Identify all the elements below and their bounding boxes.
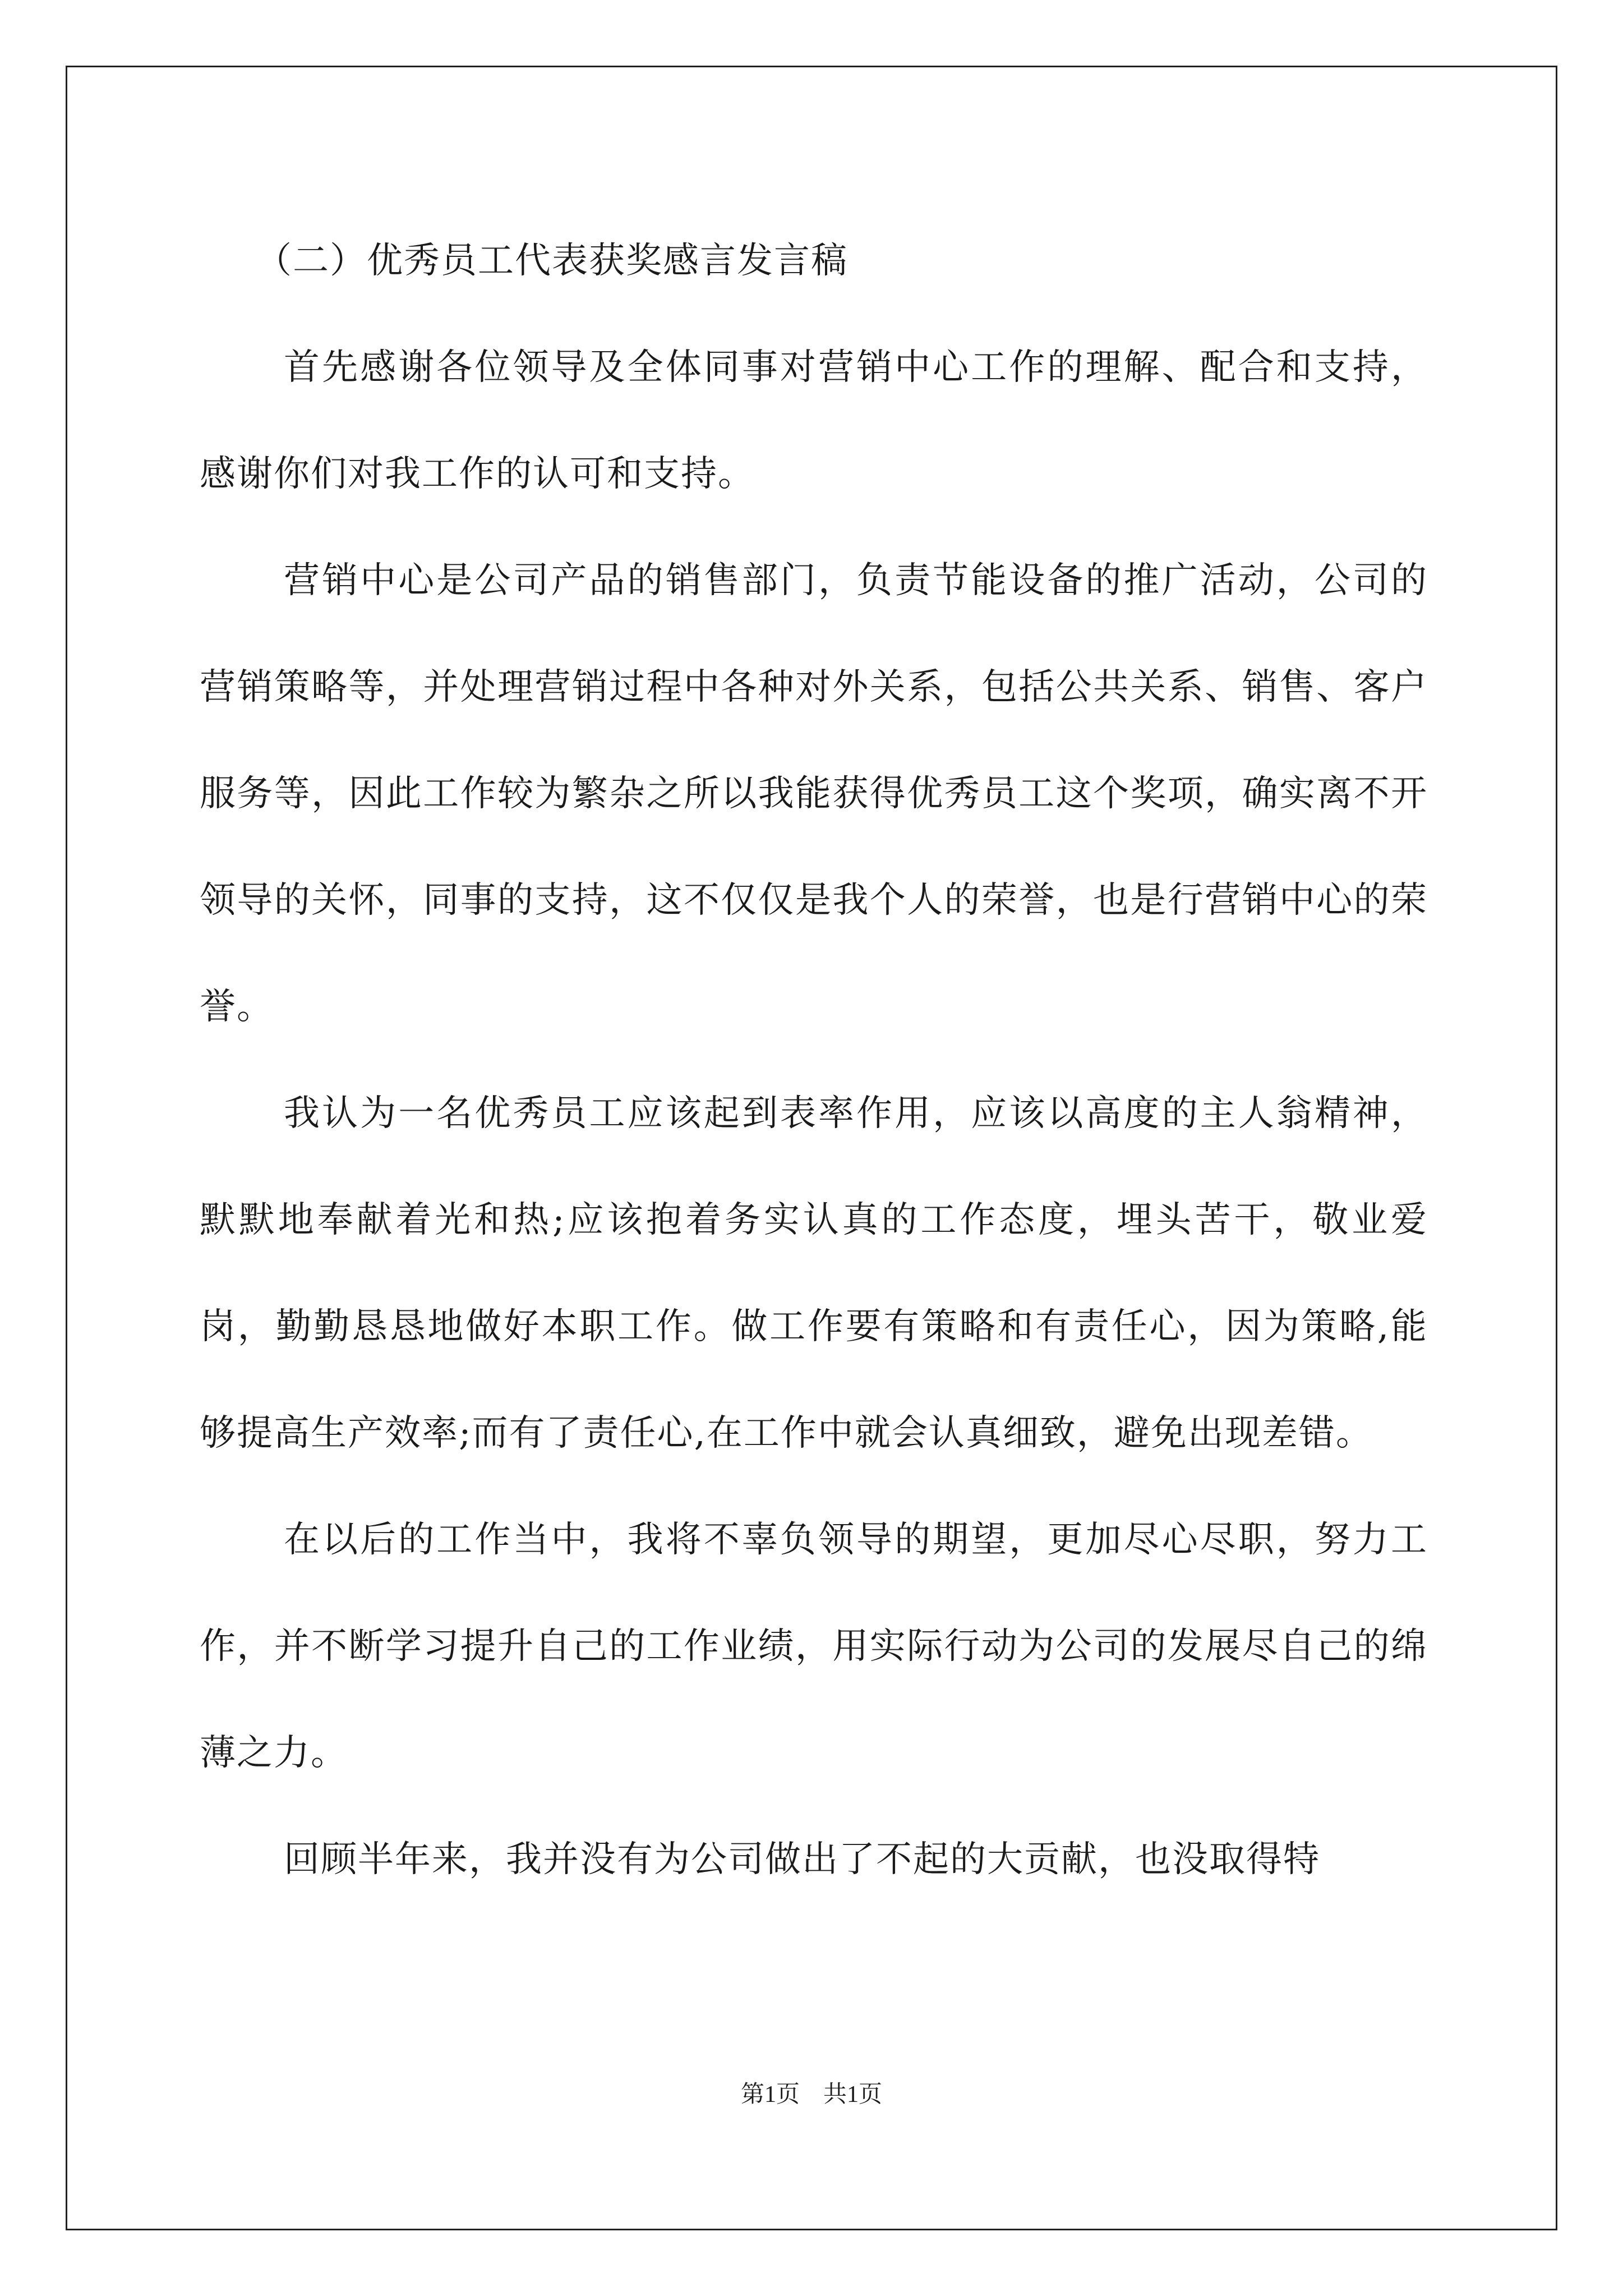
paragraph-3: 我认为一名优秀员工应该起到表率作用，应该以高度的主人翁精神，默默地奉献着光和热;应该抱着务实认真的工作态度，埋头苦干，敬业爱岗，勤勤恳恳地做好本职工作。做工作要有策略和有责任心，因为策略,能够提高生产效率;而有了责任心,在工作中就会认真细致，避免出现差错。 (200, 1093, 1428, 1454)
paragraph-2: 营销中心是公司产品的销售部门，负责节能设备的推广活动，公司的营销策略等，并处理营销过程中各种对外关系，包括公共关系、销售、客户服务等，因此工作较为繁杂之所以我能获得优秀员工这个奖项，确实离不开领导的关怀，同事的支持，这不仅仅是我个人的荣誉，也是行营销中心的荣誉。 (200, 560, 1428, 1028)
document-body (200, 208, 1428, 1913)
paragraph-5: 回顾半年来，我并没有为公司做出了不起的大贡献，也没取得特 (284, 1839, 1320, 1880)
paragraph-4: 在以后的工作当中，我将不辜负领导的期望，更加尽心尽职，努力工作，并不断学习提升自己的工作业绩，用实际行动为公司的发展尽自己的绵薄之力。 (200, 1519, 1428, 1774)
document-heading: （二）优秀员工代表获奖感言发言稿 (256, 240, 848, 282)
paragraph-1: 首先感谢各位领导及全体同事对营销中心工作的理解、配合和支持，感谢你们对我工作的认可和支持。 (200, 347, 1428, 495)
page-footer: 第1页 共1页 (740, 2082, 882, 2108)
